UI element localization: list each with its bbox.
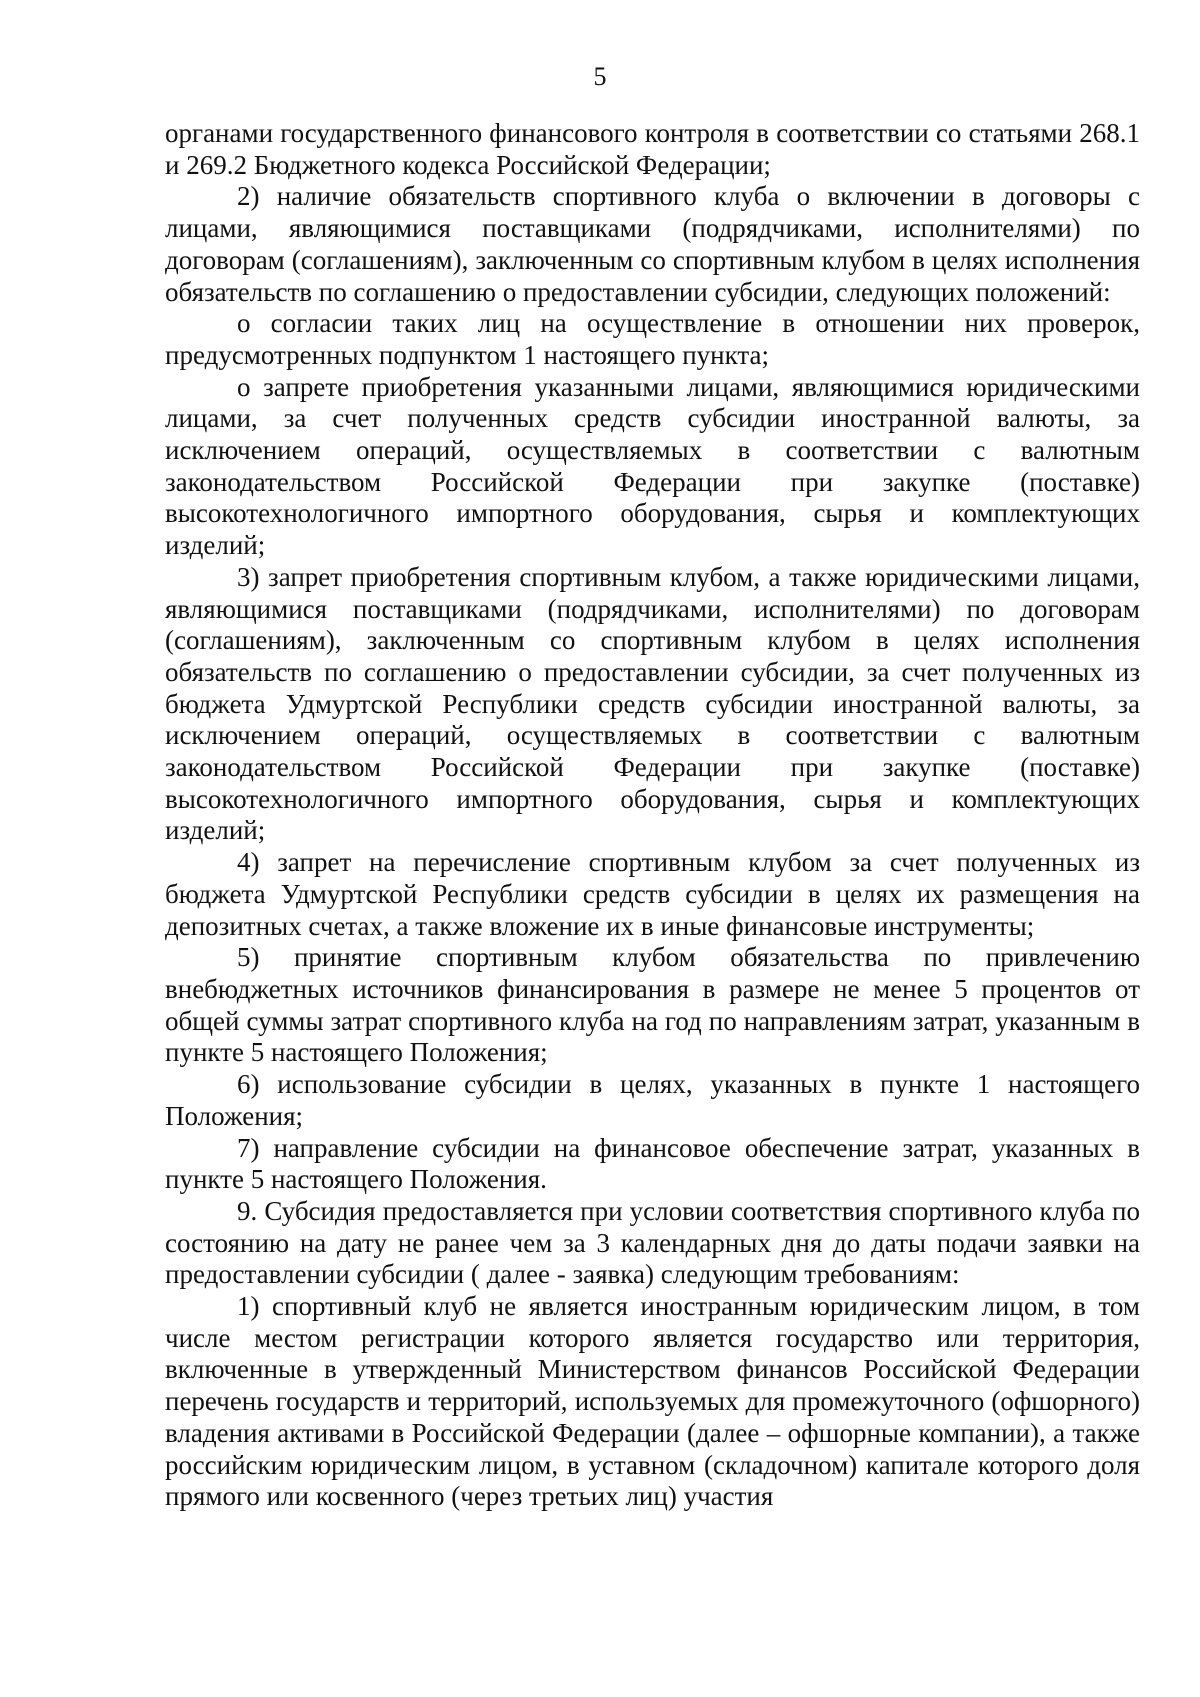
- paragraph-item-5: 5) принятие спортивным клубом обязательства по привлечению внебюджетных источников финансирования в размере не менее 5 процентов от общей суммы затрат спортивного клуба на год по направлениям затрат, указанным в пункте 5 настоящего Положения;: [165, 942, 1140, 1068]
- paragraph-item-3: 3) запрет приобретения спортивным клубом, а также юридическими лицами, являющимися поставщиками (подрядчиками, исполнителями) по договорам (соглашениям), заключенным со спортивным клубом в целях исполнения обязательств по соглашению о предоставлении субсидии, за счет полученных из бюджета Удмуртской Республики средств субсидии иностранной валюты, за исключением операций, осуществляемых в соответствии с валютным законодательством Российской Федерации при закупке (поставке) высокотехнологичного импортного оборудования, сырья и комплектующих изделий;: [165, 561, 1140, 846]
- paragraph-currency-ban-clause: о запрете приобретения указанными лицами, являющимися юридическими лицами, за счет полученных средств субсидии иностранной валюты, за исключением операций, осуществляемых в соответствии с валютным законодательством Российской Федерации при закупке (поставке) высокотехнологичного импортного оборудования, сырья и комплектующих изделий;: [165, 371, 1140, 561]
- page-number: 5: [593, 62, 607, 91]
- paragraph-item-7: 7) направление субсидии на финансовое обеспечение затрат, указанных в пункте 5 настоящего Положения.: [165, 1132, 1140, 1195]
- paragraph-consent-clause: о согласии таких лиц на осуществление в отношении них проверок, предусмотренных подпунктом 1 настоящего пункта;: [165, 308, 1140, 370]
- paragraph-item-4: 4) запрет на перечисление спортивным клубом за счет полученных из бюджета Удмуртской Республики средств субсидии в целях их размещения на депозитных счетах, а также вложение их в иные финансовые инструменты;: [165, 847, 1140, 941]
- paragraph-continuation: органами государственного финансового контроля в соответствии со статьями 268.1 и 269.2 Бюджетного кодекса Российской Федерации;: [165, 118, 1140, 180]
- paragraph-item-6: 6) использование субсидии в целях, указанных в пункте 1 настоящего Положения;: [165, 1069, 1140, 1131]
- paragraph-section-9: 9. Субсидия предоставляется при условии соответствия спортивного клуба по состоянию на дату не ранее чем за 3 календарных дня до даты подачи заявки на предоставлении субсидии ( далее - заявка) следующим требованиям:: [165, 1195, 1140, 1290]
- document-body: [165, 118, 1140, 1513]
- paragraph-section-9-item-1: 1) спортивный клуб не является иностранным юридическим лицом, в том числе местом регистрации которого является государство или территория, включенные в утвержденный Министерством финансов Российской Федерации перечень государств и территорий, используемых для промежуточного (офшорного) владения активами в Российской Федерации (далее – офшорные компании), а также российским юридическим лицом, в уставном (складочном) капитале которого доля прямого или косвенного (через третьих лиц) участия: [165, 1291, 1140, 1512]
- paragraph-item-2: 2) наличие обязательств спортивного клуба о включении в договоры с лицами, являющимися поставщиками (подрядчиками, исполнителями) по договорам (соглашениям), заключенным со спортивным клубом в целях исполнения обязательств по соглашению о предоставлении субсидии, следующих положений:: [165, 181, 1140, 307]
